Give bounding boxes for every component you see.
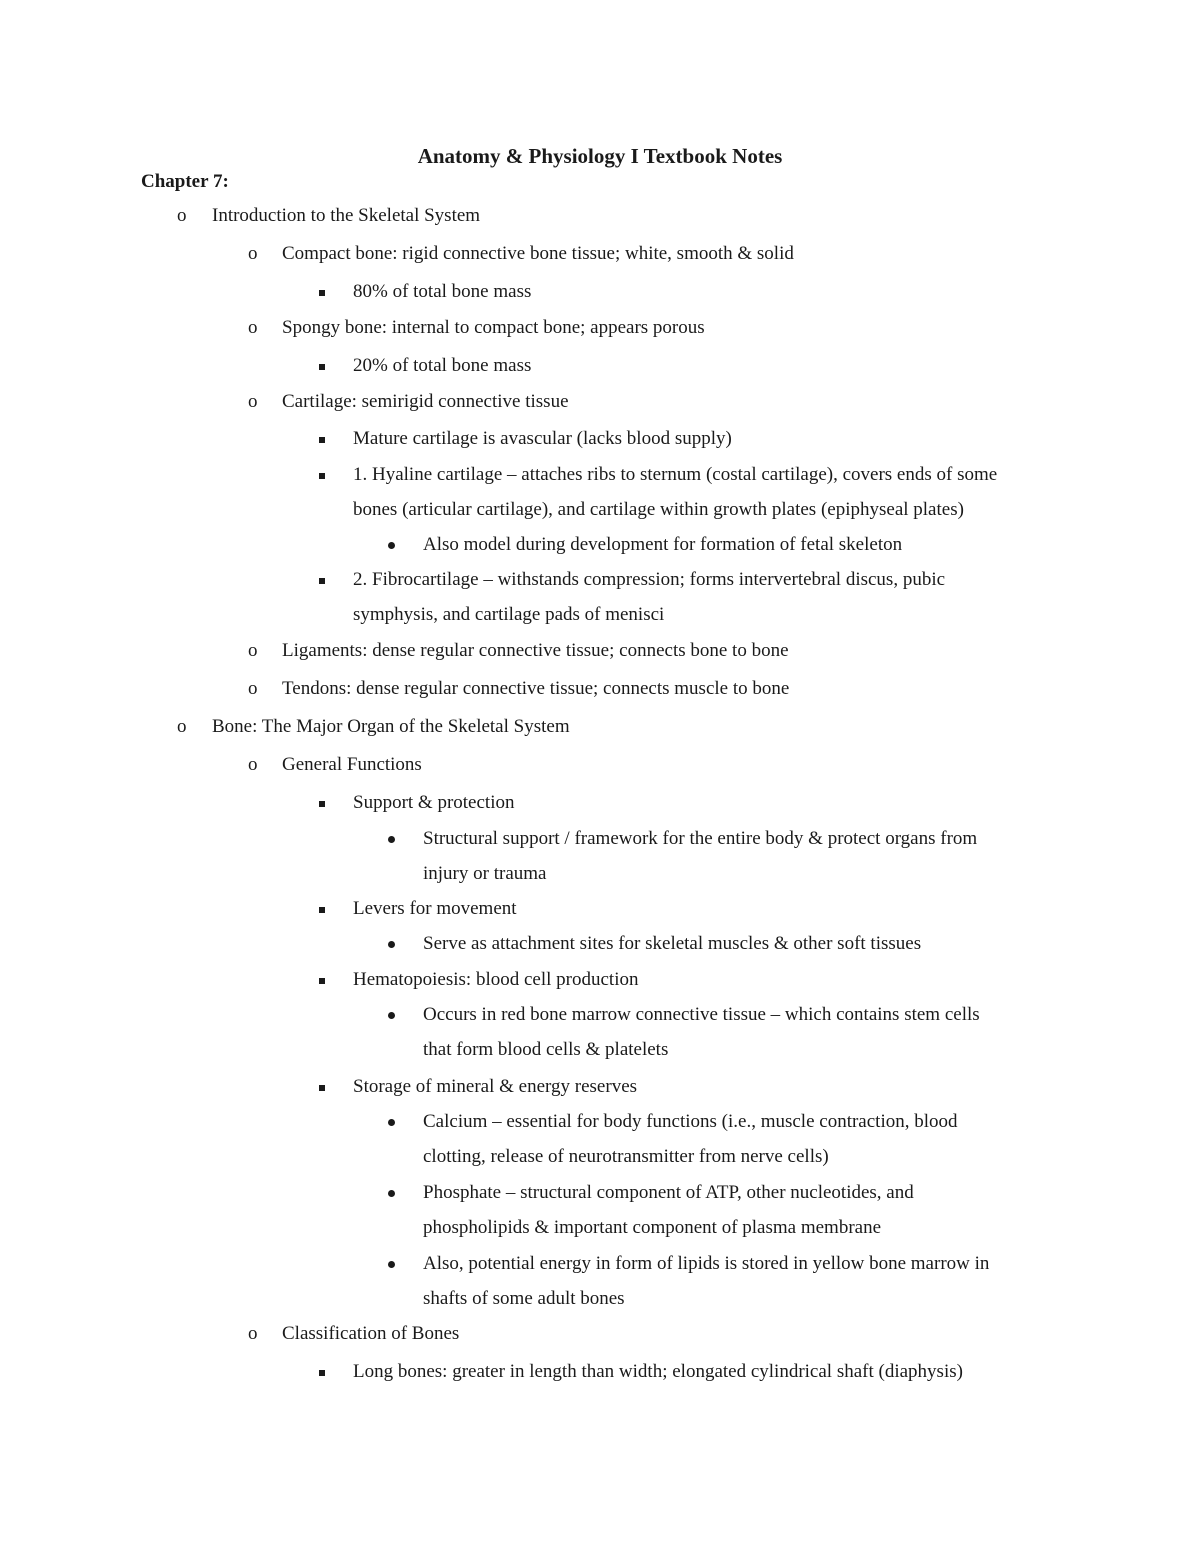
list-item-continuation: symphysis, and cartilage pads of menisci [353,604,665,625]
round-bullet [388,836,395,843]
square-bullet [319,364,325,370]
round-bullet [388,1119,395,1126]
o-bullet: o [248,243,258,264]
list-item: Storage of mineral & energy reserves [353,1076,638,1097]
o-bullet: o [248,1323,258,1344]
list-item-continuation: that form blood cells & platelets [423,1039,669,1060]
o-bullet: o [177,716,187,737]
list-item: Hematopoiesis: blood cell production [353,969,639,990]
list-item: Calcium – essential for body functions (i.e., muscle contraction, blood [423,1111,958,1132]
list-item: Levers for movement [353,898,517,919]
list-item: Structural support / framework for the entire body & protect organs from [423,828,978,849]
o-bullet: o [248,640,258,661]
list-item: Occurs in red bone marrow connective tissue – which contains stem cells [423,1004,980,1025]
list-item: Serve as attachment sites for skeletal muscles & other soft tissues [423,933,922,954]
list-item: 1. Hyaline cartilage – attaches ribs to sternum (costal cartilage), covers ends of some [353,464,998,485]
list-item: Bone: The Major Organ of the Skeletal System [212,716,570,737]
square-bullet [319,437,325,443]
list-item: Classification of Bones [282,1323,460,1344]
chapter-heading: Chapter 7: [141,171,229,192]
list-item: Spongy bone: internal to compact bone; appears porous [282,317,705,338]
list-item: Support & protection [353,792,515,813]
o-bullet: o [177,205,187,226]
list-item: Also, potential energy in form of lipids is stored in yellow bone marrow in [423,1253,990,1274]
document-title: Anatomy & Physiology I Textbook Notes [417,144,783,168]
list-item-continuation: clotting, release of neurotransmitter from nerve cells) [423,1146,829,1167]
round-bullet [388,941,395,948]
list-item: General Functions [282,754,422,775]
square-bullet [319,578,325,584]
square-bullet [319,978,325,984]
list-item: Cartilage: semirigid connective tissue [282,391,569,412]
list-item: Also model during development for formation of fetal skeleton [423,534,903,555]
list-item: 2. Fibrocartilage – withstands compression; forms intervertebral discus, pubic [353,569,946,590]
list-item: Compact bone: rigid connective bone tissue; white, smooth & solid [282,243,794,264]
list-item-continuation: injury or trauma [423,863,547,884]
round-bullet [388,1190,395,1197]
square-bullet [319,290,325,296]
o-bullet: o [248,754,258,775]
list-item-continuation: bones (articular cartilage), and cartilage within growth plates (epiphyseal plates) [353,499,964,520]
square-bullet [319,1370,325,1376]
list-item: Long bones: greater in length than width; elongated cylindrical shaft (diaphysis) [353,1361,963,1382]
list-item: Ligaments: dense regular connective tissue; connects bone to bone [282,640,789,661]
list-item-continuation: shafts of some adult bones [423,1288,625,1309]
o-bullet: o [248,678,258,699]
o-bullet: o [248,317,258,338]
square-bullet [319,473,325,479]
round-bullet [388,542,395,549]
square-bullet [319,801,325,807]
square-bullet [319,907,325,913]
o-bullet: o [248,391,258,412]
list-item: 80% of total bone mass [353,281,532,302]
round-bullet [388,1012,395,1019]
list-item: Phosphate – structural component of ATP, other nucleotides, and [423,1182,914,1203]
list-item-continuation: phospholipids & important component of plasma membrane [423,1217,882,1238]
round-bullet [388,1261,395,1268]
list-item: Tendons: dense regular connective tissue; connects muscle to bone [282,678,790,699]
list-item: Introduction to the Skeletal System [212,205,481,226]
square-bullet [319,1085,325,1091]
list-item: Mature cartilage is avascular (lacks blood supply) [353,428,732,449]
list-item: 20% of total bone mass [353,355,532,376]
